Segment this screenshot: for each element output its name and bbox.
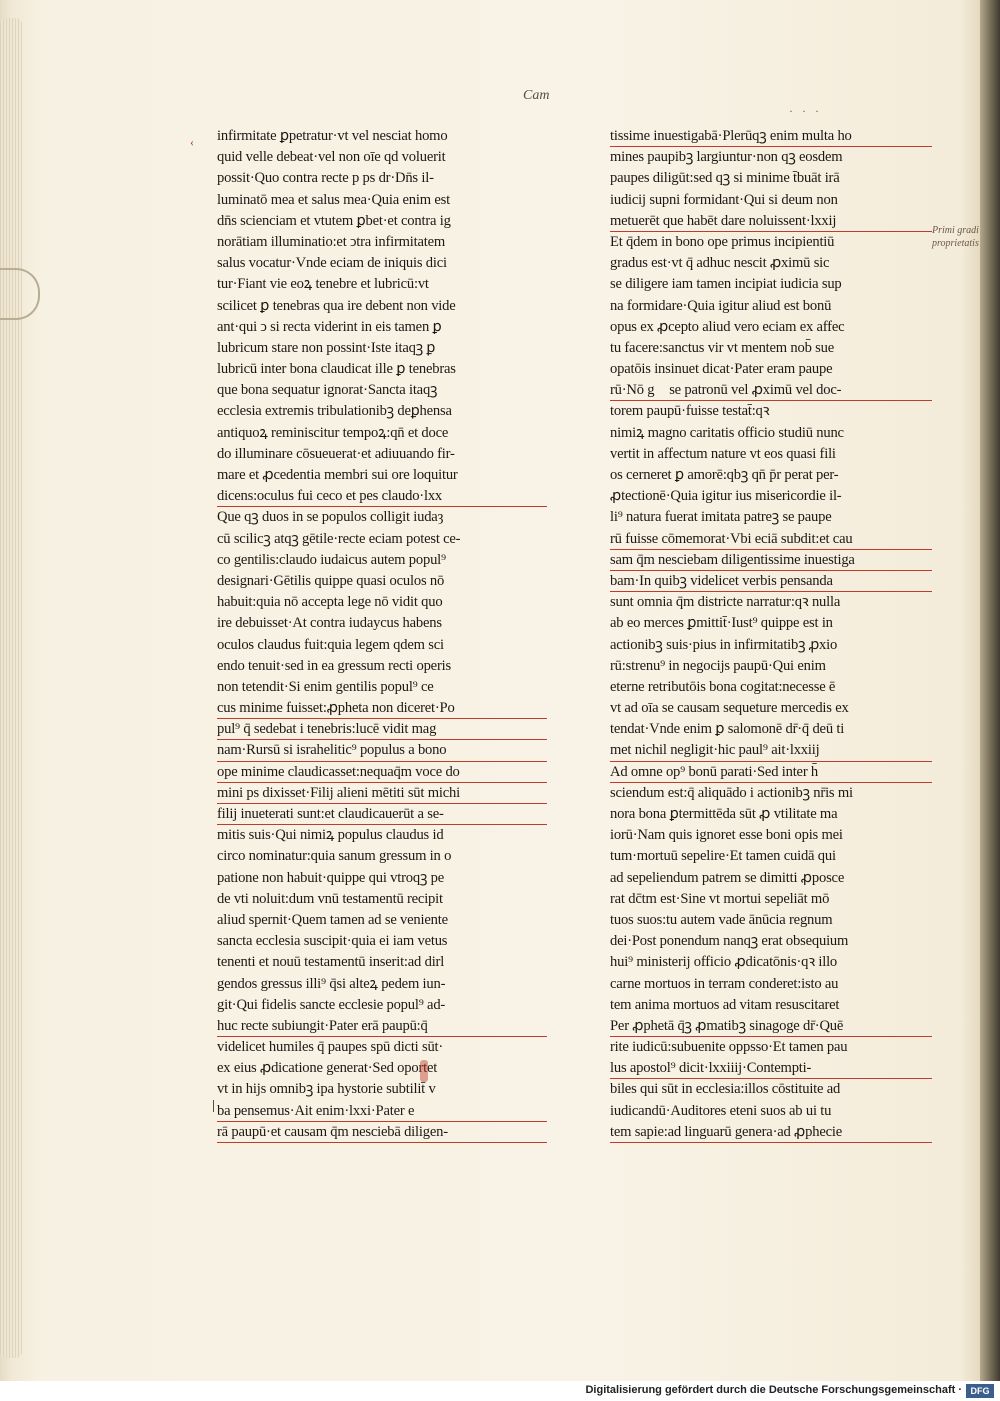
right-column-line: sunt omnia q̄m districte narratur:qꝛ nulla <box>610 594 841 611</box>
right-column-line: tem sapie:ad linguarū genera·ad ꝓphecie <box>610 1122 932 1143</box>
right-column-line: dei·Post ponendum nanqꝫ erat obsequium <box>610 933 849 950</box>
right-column-line: na formidare·Quia igitur aliud est bonū <box>610 297 832 314</box>
right-column-line: iudicandū·Auditores eteni suos ab ui tu <box>610 1102 832 1119</box>
left-column-line: dn̄s scienciam et vtutem ꝑbet·et contra ig <box>217 212 451 229</box>
left-column-line: mare et ꝓcedentia membri sui ore loquitur <box>217 467 458 483</box>
left-column-line: circo nominatur:quia sanum gressum in o <box>217 848 452 865</box>
left-column-line: antiquoꝝ reminiscitur tempoꝝ:qn̄ et doce <box>217 424 449 441</box>
right-column-line: sciendum est:q̄ aliquādo i actionibꝫ nr̄is mi <box>610 784 853 801</box>
left-column-line: scilicet ꝑ tenebras qua ire debent non vide <box>217 297 456 314</box>
right-column-line: mines paupibꝫ largiuntur·non qꝫ eosdem <box>610 149 843 166</box>
right-column-line: lus apostol⁹ dicit·lxxiiij·Contempti- <box>610 1058 932 1079</box>
right-column-line: nimiꝝ magno caritatis officio studiū nunc <box>610 424 844 441</box>
left-column-line: cū scilicꝫ atqꝫ gētile·recte eciam potest ce- <box>217 530 461 547</box>
top-dots: · · · <box>789 104 822 118</box>
right-column-line: tem anima mortuos ad vitam resuscitaret <box>610 996 840 1013</box>
left-column-line: de vti noluit:dum vnū testamentū recipit <box>217 890 443 907</box>
left-column-line: Que qꝫ duos in se populos colligit iudaȝ <box>217 509 444 526</box>
left-column-line: oculos claudus fuit:quia legem qdem sci <box>217 636 444 653</box>
left-column-line: huc recte subiungit·Pater erā paupū:q̄ <box>217 1016 547 1037</box>
dfg-logo: DFG <box>966 1384 994 1398</box>
left-column-line: gendos gressus illi⁹ q̄si alteꝝ pedem iun- <box>217 975 446 992</box>
left-column-line: pul⁹ q̄ sedebat i tenebris:lucē vidit mag <box>217 719 547 740</box>
right-column-line: ꝓtectionē·Quia igitur ius misericordie il- <box>610 488 842 505</box>
left-column-line: infirmitate ꝑpetratur·vt vel nesciat homo <box>217 128 448 144</box>
left-column-line: que bona sequatur ignorat·Sancta itaqꝫ <box>217 382 438 399</box>
right-column-line: se diligere iam tamen incipiat iudicia sup <box>610 276 842 293</box>
left-column-line: videlicet humiles q̄ paupes spū dicti sūt· <box>217 1039 444 1056</box>
left-column-line: cus minime fuisset:ꝓpheta non diceret·Po <box>217 698 547 719</box>
bottom-tick <box>213 1100 214 1112</box>
right-column-line: actionibꝫ suis·pius in infirmitatibꝫ ꝓxio <box>610 636 838 653</box>
right-column-line: tissime inuestigabā·Plerūqꝫ enim multa ho <box>610 126 932 147</box>
right-column-line: paupes diligūt:sed qꝫ si minime t̄buāt irā <box>610 170 840 187</box>
right-column-line: metuerēt que habēt dare noluissent·lxxij <box>610 211 932 232</box>
left-column-line: ire debuisset·At contra iudaycus habens <box>217 615 442 632</box>
left-column-line: lubricum stare non possint·Iste itaqꝫ ꝑ <box>217 339 436 356</box>
left-column-line: rā paupū·et causam q̄m nesciebā diligen- <box>217 1122 547 1143</box>
right-column-line: Ad omne op⁹ bonū parati·Sed inter h̄ <box>610 762 932 783</box>
right-column-line: met nichil negligit·hic paul⁹ ait·lxxiij <box>610 740 932 761</box>
right-column-line: opatōis insinuet dicat·Pater eram paupe <box>610 361 833 378</box>
right-column-line: hui⁹ ministerij officio ꝓdicatōnis·qꝛ illo <box>610 954 838 971</box>
left-column-line: quid velle debeat·vel non oīe qd voluerit <box>217 149 446 166</box>
left-column-line: possit·Quo contra recte p ps dr·Dn̄s il- <box>217 170 434 187</box>
rubric-mark <box>420 1060 428 1082</box>
right-column-line: rū fuisse cōmemorat·Vbi eciā subdit:et cau <box>610 529 932 550</box>
left-column-line: norātiam illuminatio:et ↄtra infirmitatem <box>217 233 446 250</box>
left-column-line: ba pensemus·Ait enim·lxxi·Pater e <box>217 1101 547 1122</box>
right-column-line: tu facere:sanctus vir vt mentem nob̄ sue <box>610 339 835 356</box>
left-column-line: mitis suis·Qui nimiꝝ populus claudus id <box>217 827 444 844</box>
right-column-line: carne mortuos in terram conderet:isto au <box>610 975 839 992</box>
right-column-line: Per ꝓphetā q̄ꝫ ꝓmatibꝫ sinagoge dr̄·Quē <box>610 1016 932 1037</box>
left-column-line: mini ps dixisset·Filij alieni mētiti sūt michi <box>217 783 547 804</box>
left-column-line: nam·Rursū si israhelitic⁹ populus a bono <box>217 740 547 761</box>
right-column-line: tuos suos:tu autem vade ānūcia regnum <box>610 911 833 928</box>
left-column-line: patione non habuit·quippe qui vtroqꝫ pe <box>217 869 445 886</box>
right-column-line: gradus est·vt q̄ adhuc nescit ꝓximū sic <box>610 255 830 272</box>
right-column-line: rū:strenu⁹ in negocijs paupū·Qui enim <box>610 657 826 674</box>
right-column-line: rat dc̄tm est·Sine vt mortui sepeliāt mō <box>610 890 830 907</box>
left-column-line: filij inueterati sunt:et claudicauerūt a se- <box>217 804 547 825</box>
footer-credit: Digitalisierung gefördert durch die Deutsche Forschungsgemeinschaft · <box>585 1384 962 1396</box>
left-column-line: ex eius ꝓdicatione generat·Sed oportet <box>217 1060 438 1077</box>
right-column-line: biles qui sūt in ecclesia:illos cōstituite ad <box>610 1081 841 1098</box>
left-column-line: salus vocatur·Vnde eciam de iniquis dici <box>217 255 447 272</box>
left-column-line: ant·qui ↄ si recta viderint in eis tamen ꝑ <box>217 318 442 335</box>
footer <box>0 1381 1000 1401</box>
left-column-line: ecclesia extremis tribulationibꝫ deꝑhensa <box>217 403 452 420</box>
right-column-line: torem paupū·fuisse testat̄:qꝛ <box>610 403 770 420</box>
right-column-line: tendat·Vnde enim ꝑ salomonē dr̄·q̄ deū ti <box>610 721 845 738</box>
left-column-line: ope minime claudicasset:nequaq̄m voce do <box>217 762 547 783</box>
left-column-line: non tetendit·Si enim gentilis popul⁹ ce <box>217 678 434 695</box>
left-column-line: designari·Gētilis quippe quasi oculos nō <box>217 572 445 589</box>
right-column-line: sam q̄m nesciebam diligentissime inuestiga <box>610 550 932 571</box>
left-column-line: luminatō mea et salus mea·Quia enim est <box>217 191 450 208</box>
right-column-line: eterne retributōis bona cogitat:necesse ē <box>610 678 836 695</box>
right-column-line: ad sepeliendum patrem se dimitti ꝓposce <box>610 869 845 886</box>
left-column-line: habuit:quia nō accepta lege nō vidit quo <box>217 594 443 611</box>
right-column <box>610 126 932 1143</box>
right-column-line: vt ad oīa se causam sequeture mercedis ex <box>610 700 849 717</box>
left-column-line: tur·Fiant vie eoꝝ tenebre et lubricū:vt <box>217 276 429 293</box>
clasp-mark <box>0 268 40 320</box>
margin-note: Primi gradi proprietatis <box>932 225 979 249</box>
right-column-line: bam·In quibꝫ videlicet verbis pensanda <box>610 571 932 592</box>
right-column-line: iorū·Nam quis ignoret esse boni opis mei <box>610 827 843 844</box>
right-column-line: Et q̄dem in bono ope primus incipientiū <box>610 233 835 250</box>
right-column-line: li⁹ natura fuerat imitata patreꝫ se paupe <box>610 509 832 526</box>
left-column-line: endo tenuit·sed in ea gressum recti operis <box>217 657 451 674</box>
right-column-line: ab eo merces ꝑmittit̄·Iust⁹ quippe est in <box>610 615 833 632</box>
left-column-line: vt in hijs omnibꝫ ipa hystorie subtilit̄ v <box>217 1081 436 1098</box>
left-column-line: dicens:oculus fui ceco et pes claudo·lxx <box>217 486 547 507</box>
left-column-line: tenenti et nouū testamentū inserit:ad dirl <box>217 954 445 971</box>
right-column-line: os cerneret ꝑ amorē:qbꝫ qn̄ p̄r perat per- <box>610 467 839 483</box>
left-column-line: aliud spernit·Quem tamen ad se veniente <box>217 911 448 928</box>
right-column-line: tum·mortuū sepelire·Et tamen cuidā qui <box>610 848 836 865</box>
left-column-line: sancta ecclesia suscipit·quia ei iam vetus <box>217 933 448 950</box>
gutter-shadow <box>980 0 1000 1381</box>
left-column-line: do illuminare cōsueuerat·et adiuuando fir- <box>217 445 455 462</box>
right-column-line: rū·Nō gᷓ se patronū vel ꝓximū vel doc- <box>610 380 932 401</box>
right-column-line: vertit in affectum nature vt eos quasi fili <box>610 445 836 462</box>
left-column-line: lubricū inter bona claudicat ille ꝑ tenebras <box>217 361 456 378</box>
right-column-line: iudicij supni formidant·Qui si deum non <box>610 191 838 208</box>
top-annotation: Cam <box>523 88 550 103</box>
page-edge-stack <box>0 18 22 1358</box>
right-column-line: nora bona ꝑtermittēda sūt ꝓ vtilitate ma <box>610 806 838 822</box>
right-column-line: rite iudicū:subuenite oppsso·Et tamen pau <box>610 1039 848 1056</box>
left-column <box>217 126 547 1143</box>
left-column-line: git·Qui fidelis sancte ecclesie popul⁹ ad- <box>217 996 446 1013</box>
left-column-line: co gentilis:claudo iudaicus autem popul⁹ <box>217 551 446 568</box>
right-column-line: opus ex ꝓcepto aliud vero eciam ex affec <box>610 318 845 335</box>
pen-mark: ‹ <box>190 135 194 149</box>
